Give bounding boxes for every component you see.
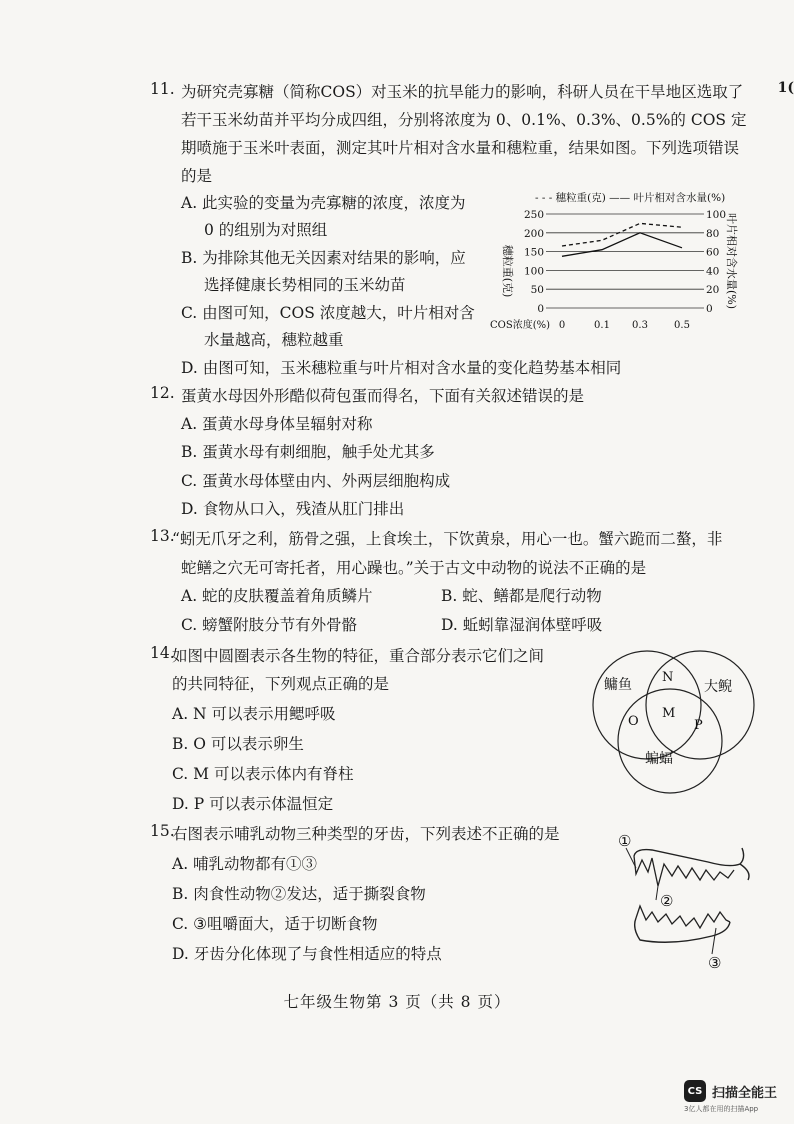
q11-option-c-line-2: 水量越高，穗粒越重 [204, 331, 344, 349]
q15-option-c: C. ③咀嚼面大，适于切断食物 [172, 915, 378, 933]
chart-legend: - - - 穗粒重(克) —— 叶片相对含水量(%) [535, 192, 726, 204]
upper-teeth [634, 856, 734, 886]
cos-chart [480, 186, 750, 342]
chart-ytick-left: 100 [523, 265, 544, 278]
q11-option-b-line-1: B. 为排除其他无关因素对结果的影响，应 [181, 249, 466, 267]
chart-series-grain-weight [562, 223, 682, 246]
chart-ytick-left: 50 [530, 284, 544, 297]
teeth-mark-1: ① [618, 832, 632, 850]
upper-jaw [634, 848, 749, 880]
q12-stem: 蛋黄水母因外形酷似荷包蛋而得名，下面有关叙述错误的是 [181, 387, 585, 405]
chart-ytick-left: 200 [523, 227, 544, 240]
q14-stem-line-2: 的共同特征，下列观点正确的是 [172, 675, 390, 693]
chart-xlabel: COS浓度(%) [490, 320, 551, 331]
chart-ylabel-left: 穗粒重(克) [501, 244, 514, 298]
venn-region-n: N [662, 670, 674, 685]
chart-ytick-left: 0 [537, 303, 544, 315]
q13-number: 13. [150, 527, 175, 545]
venn-label-left: 鳙鱼 [604, 677, 632, 693]
q13-option-d: D. 蚯蚓靠湿润体壁呼吸 [441, 616, 603, 634]
lower-teeth [636, 906, 730, 928]
scanner-logo-icon: CS [684, 1080, 706, 1102]
chart-ytick-right: 100 [706, 209, 727, 221]
q12-option-a: A. 蛋黄水母身体呈辐射对称 [181, 415, 373, 433]
q13-option-b: B. 蛇、鳝都是爬行动物 [441, 587, 602, 605]
chart-ytick-right: 40 [706, 265, 720, 278]
q11-option-a-line-1: A. 此实验的变量为壳寡糖的浓度，浓度为 [181, 194, 466, 212]
q12-option-c: C. 蛋黄水母体壁由内、外两层细胞构成 [181, 472, 451, 490]
q13-stem-line-1: “蚓无爪牙之利，筋骨之强，上食埃土，下饮黄泉，用心一也。蟹六跪而二螯，非 [172, 530, 723, 548]
chart-ytick-left: 150 [523, 246, 544, 259]
q11-option-b-line-2: 选择健康长势相同的玉米幼苗 [204, 276, 406, 294]
chart-ytick-right: 60 [706, 246, 720, 259]
teeth-diagram [612, 828, 762, 974]
venn-label-right: 大鲵 [704, 679, 732, 695]
q13-option-a: A. 蛇的皮肤覆盖着角质鳞片 [181, 587, 373, 605]
q15-number: 15. [150, 822, 175, 840]
venn-circle-left [593, 651, 701, 759]
q11-option-c-line-1: C. 由图可知，COS 浓度越大，叶片相对含 [181, 304, 475, 322]
venn-region-m: M [662, 706, 676, 721]
venn-region-p: P [694, 718, 703, 733]
chart-ylabel-right: 叶片相对含水量(%) [725, 212, 738, 310]
q11-stem-line-2: 若干玉米幼苗并平均分成四组，分别将浓度为 0、0.1%、0.3%、0.5%的 COS 定 [181, 111, 747, 129]
scanner-app-name: 扫描全能王 [712, 1085, 778, 1101]
q14-number: 14. [150, 644, 175, 662]
chart-ytick-right: 20 [706, 284, 720, 297]
q13-option-c: C. 螃蟹附肢分节有外骨骼 [181, 616, 358, 634]
teeth-mark-2: ② [660, 892, 674, 910]
venn-label-bottom: 蝙蝠 [645, 751, 673, 767]
q12-option-b: B. 蛋黄水母有刺细胞，触手处尤其多 [181, 443, 435, 461]
venn-circle-bottom [618, 689, 722, 793]
chart-ytick-left: 250 [523, 209, 544, 221]
q11-stem-line-1: 为研究壳寡糖（简称COS）对玉米的抗旱能力的影响，科研人员在干旱地区选取了 [181, 83, 744, 101]
venn-diagram [582, 643, 764, 795]
q11-option-d: D. 由图可知，玉米穗粒重与叶片相对含水量的变化趋势基本相同 [181, 359, 622, 377]
q15-option-b: B. 肉食性动物②发达，适于撕裂食物 [172, 885, 426, 903]
q11-stem-line-3: 期喷施于玉米叶表面，测定其叶片相对含水量和穗粒重，结果如图。下列选项错误 [181, 139, 740, 157]
q14-stem-line-1: 如图中圆圈表示各生物的特征，重合部分表示它们之间 [172, 647, 545, 665]
q15-option-a: A. 哺乳动物都有①③ [172, 855, 318, 873]
q15-stem: 右图表示哺乳动物三种类型的牙齿，下列表述不正确的是 [172, 825, 560, 843]
q14-option-b: B. O 可以表示卵生 [172, 735, 304, 753]
q13-stem-line-2: 蛇鳝之穴无可寄托者，用心躁也。”关于古文中动物的说法不正确的是 [181, 559, 647, 577]
page-footer: 七年级生物第 3 页（共 8 页） [283, 993, 511, 1011]
q14-option-d: D. P 可以表示体温恒定 [172, 795, 334, 813]
q11-stem-line-4: 的是 [181, 167, 213, 185]
chart-xtick: 0.5 [674, 320, 690, 331]
chart-xtick: 0.3 [632, 320, 648, 331]
chart-xtick: 0 [558, 320, 566, 331]
chart-series-water-content [562, 233, 682, 256]
venn-circle-right [646, 651, 754, 759]
chart-ytick-right: 0 [706, 303, 713, 315]
chart-xtick: 0.1 [594, 320, 610, 331]
q11-option-a-line-2: 0 的组别为对照组 [204, 221, 328, 239]
scanner-tagline: 3亿人都在用的扫描App [684, 1105, 759, 1113]
edge-mark: 1( [777, 80, 794, 96]
q14-option-c: C. M 可以表示体内有脊柱 [172, 765, 354, 783]
q15-option-d: D. 牙齿分化体现了与食性相适应的特点 [172, 945, 442, 963]
q14-option-a: A. N 可以表示用鳃呼吸 [172, 705, 336, 723]
teeth-mark-3: ③ [708, 954, 722, 972]
venn-region-o: O [628, 714, 639, 729]
chart-ytick-right: 80 [706, 227, 720, 240]
q12-option-d: D. 食物从口入，残渣从肛门排出 [181, 500, 405, 518]
q12-number: 12. [150, 384, 175, 402]
q11-number: 11. [150, 80, 175, 98]
scanner-watermark [684, 1080, 777, 1102]
